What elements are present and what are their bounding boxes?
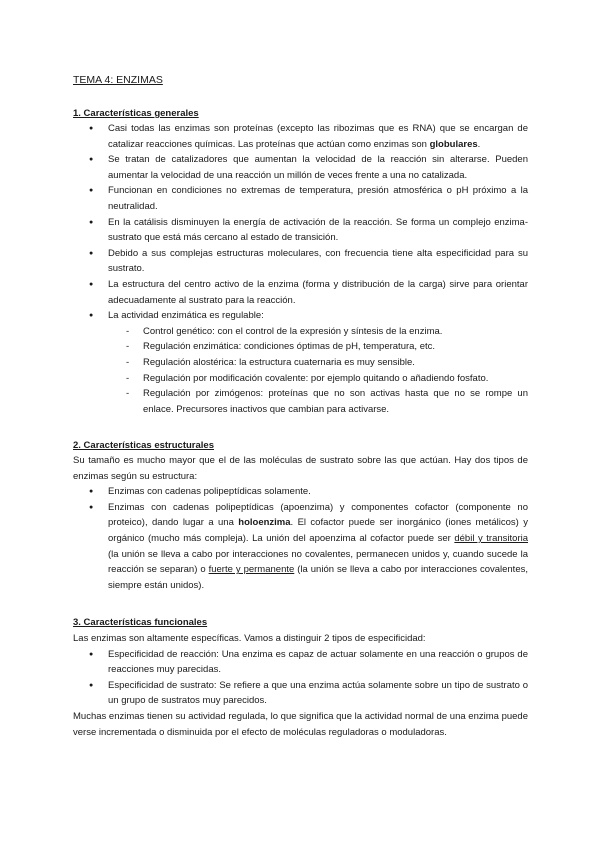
section-2-body xyxy=(73,453,528,593)
list-item: ● La actividad enzimática es regulable: xyxy=(73,308,528,324)
list-item: ● Especificidad de reacción: Una enzima es capaz de actuar solamente en una reacción o grupos de reacciones muy parecidas. xyxy=(73,647,528,678)
list-item: ● Enzimas con cadenas polipeptídicas solamente. xyxy=(73,484,528,500)
sub-list-item: - Regulación enzimática: condiciones óptimas de pH, temperatura, etc. xyxy=(107,339,528,355)
list-item: ● Se tratan de catalizadores que aumentan la velocidad de la reacción sin alterarse. Pueden aumentar la velocidad de una reacción un millón de veces frente a una no catalizada. xyxy=(73,152,528,183)
section-heading-2: 2. Características estructurales xyxy=(73,440,214,451)
sub-list-item: - Regulación por zimógenos: proteínas que no son activas hasta que no se rompe un enlace. Precursores inactivos que cambian para activarse. xyxy=(107,386,528,417)
list-item: ● En la catálisis disminuyen la energía de activación de la reacción. Se forma un complejo enzima-sustrato que está más cercano al estado de transición. xyxy=(73,215,528,246)
sub-list-item: - Regulación alostérica: la estructura cuaternaria es muy sensible. xyxy=(107,355,528,371)
list-item: ● Especificidad de sustrato: Se refiere a que una enzima actúa solamente sobre un tipo de sustrato o un grupo de sustratos muy parecidos. xyxy=(73,678,528,709)
section-1-body xyxy=(73,121,528,417)
section-3-body xyxy=(73,631,528,740)
sub-list-item: - Regulación por modificación covalente: por ejemplo quitando o añadiendo fosfato. xyxy=(107,371,528,387)
section-heading-3: 3. Características funcionales xyxy=(73,617,208,628)
list-item: ● Enzimas con cadenas polipeptídicas (apoenzima) y componentes cofactor (componente no proteico), dando lugar a una holoenzima. El cofactor puede ser inorgánico (iones metálicos) y orgánico (mucho más compleja). La unión del apoenzima al cofactor puede ser débil y transitoria (la unión se lleva a cabo por interacciones no covalentes, permanecen unidos y, cuando sucede la reacción se separan) o fuerte y permanente (la unión se lleva a cabo por interacciones covalentes, siempre están unidos). xyxy=(73,500,528,594)
paragraph: Las enzimas son altamente específicas. Vamos a distinguir 2 tipos de especificidad: xyxy=(73,633,426,644)
list-item: ● Casi todas las enzimas son proteínas (excepto las ribozimas que es RNA) que se encargan de catalizar reacciones químicas. Las proteínas que actúan como enzimas son globulares. xyxy=(73,121,528,152)
document-title: TEMA 4: ENZIMAS xyxy=(73,74,163,86)
list-item: ● La estructura del centro activo de la enzima (forma y distribución de la carga) sirve para orientar adecuadamente al sustrato para la reacción. xyxy=(73,277,528,308)
section-heading-1: 1. Características generales xyxy=(73,108,199,119)
paragraph: Su tamaño es mucho mayor que el de las moléculas de sustrato sobre las que actúan. Hay dos tipos de enzimas según su estructura: xyxy=(73,455,528,482)
list-item: ● Funcionan en condiciones no extremas de temperatura, presión atmosférica o pH próximo a la neutralidad. xyxy=(73,183,528,214)
list-item: ● Debido a sus complejas estructuras moleculares, con frecuencia tiene alta especificidad para su sustrato. xyxy=(73,246,528,277)
paragraph: Muchas enzimas tienen su actividad regulada, lo que significa que la actividad normal de una enzima puede verse incrementada o disminuida por el efecto de moléculas reguladoras o moduladoras. xyxy=(73,710,528,738)
sub-list-item: - Control genético: con el control de la expresión y síntesis de la enzima. xyxy=(107,324,528,340)
